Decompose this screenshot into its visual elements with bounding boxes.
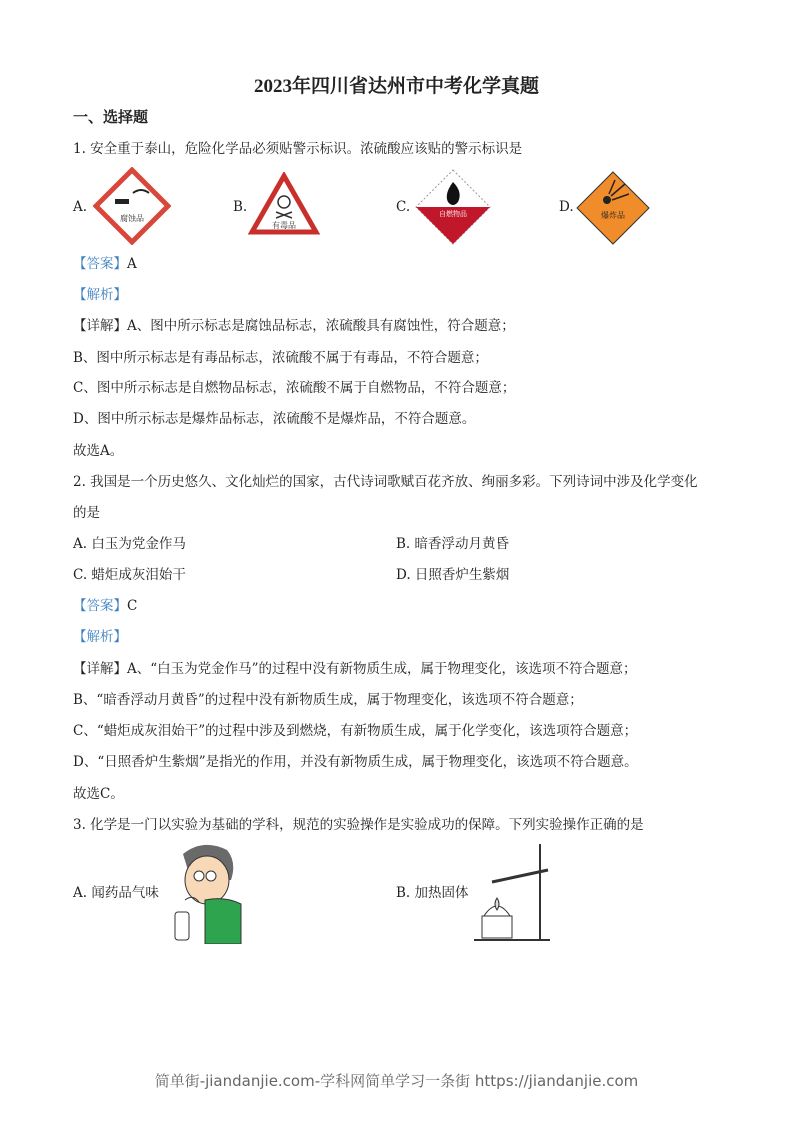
- q2-stem-cont: 的是: [73, 505, 100, 521]
- q1-detail-line: 【详解】A、图中所示标志是腐蚀品标志，浓硫酸具有腐蚀性，符合题意；: [73, 318, 515, 334]
- q2-detail-line: C、“蜡炬成灰泪始干”的过程中涉及到燃烧，有新物质生成，属于化学变化，该选项符合题意；: [73, 723, 638, 739]
- q3-stem: 3. 化学是一门以实验为基础的学科，规范的实验操作是实验成功的保障。下列实验操作正确的是: [73, 817, 644, 833]
- q1-option-a-label: A.: [73, 199, 88, 215]
- q3-option-b: B. 加热固体: [396, 885, 469, 901]
- page-title: 2023年四川省达州市中考化学真题: [253, 76, 539, 97]
- q1-detail-line: B、图中所示标志是有毒品标志，浓硫酸不属于有毒品，不符合题意；: [73, 350, 488, 366]
- q3-option-a: A. 闻药品气味: [73, 885, 159, 901]
- q2-answer: C: [127, 598, 138, 614]
- q2-option-d: D. 日照香炉生紫烟: [396, 567, 510, 583]
- svg-text:爆炸品: 爆炸品: [601, 211, 625, 220]
- heating-apparatus-illustration: [472, 840, 556, 944]
- q2-detail-line: D、“日照香炉生紫烟”是指光的作用，并没有新物质生成，属于物理变化，该选项不符合题意。: [73, 754, 638, 770]
- smelling-boy-illustration: [165, 840, 245, 944]
- page-footer: 简单街-jiandanjie.com-学科网简单学习一条街 https://jiandanjie.com: [154, 1072, 639, 1090]
- q1-detail-line: D、图中所示标志是爆炸品标志，浓硫酸不是爆炸品，不符合题意。: [73, 411, 476, 427]
- svg-text:有毒品: 有毒品: [272, 221, 296, 230]
- corrosive-sign-icon: [93, 167, 171, 245]
- answer-tag: 【答案】: [73, 598, 127, 614]
- analysis-tag: 【解析】: [73, 629, 127, 645]
- q2-option-b: B. 暗香浮动月黄昏: [396, 536, 510, 552]
- q1-answer: A: [127, 256, 137, 272]
- q2-detail-line: 【详解】A、“白玉为党金作马”的过程中没有新物质生成，属于物理变化，该选项不符合题意；: [73, 661, 637, 677]
- q1-option-d-label: D.: [559, 199, 574, 215]
- analysis-tag: 【解析】: [73, 287, 127, 303]
- q1-option-c-label: C.: [396, 199, 411, 215]
- svg-text:腐蚀品: 腐蚀品: [120, 214, 144, 223]
- section-heading: 一、选择题: [73, 108, 149, 126]
- q1-conclusion: 故选A。: [73, 443, 124, 459]
- q1-detail-line: C、图中所示标志是自燃物品标志，浓硫酸不属于自燃物品，不符合题意；: [73, 380, 516, 396]
- q2-conclusion: 故选C。: [73, 786, 124, 802]
- q2-detail-line: B、“暗香浮动月黄昏”的过程中没有新物质生成，属于物理变化，该选项不符合题意；: [73, 692, 583, 708]
- q1-stem: 1. 安全重于泰山，危险化学品必须贴警示标识。浓硫酸应该贴的警示标识是: [73, 141, 523, 157]
- explosive-sign-icon: [575, 170, 651, 246]
- q1-option-b-label: B.: [233, 199, 248, 215]
- q2-option-c: C. 蜡炬成灰泪始干: [73, 567, 186, 583]
- svg-text:自燃物品: 自燃物品: [439, 210, 467, 218]
- q2-stem: 2. 我国是一个历史悠久、文化灿烂的国家，古代诗词歌赋百花齐放、绚丽多彩。下列诗词中涉及化学变化: [73, 474, 698, 490]
- toxic-sign-icon: [248, 172, 320, 236]
- flammable-sign-icon: [414, 168, 492, 246]
- q2-option-a: A. 白玉为党金作马: [73, 536, 186, 552]
- answer-tag: 【答案】: [73, 256, 127, 272]
